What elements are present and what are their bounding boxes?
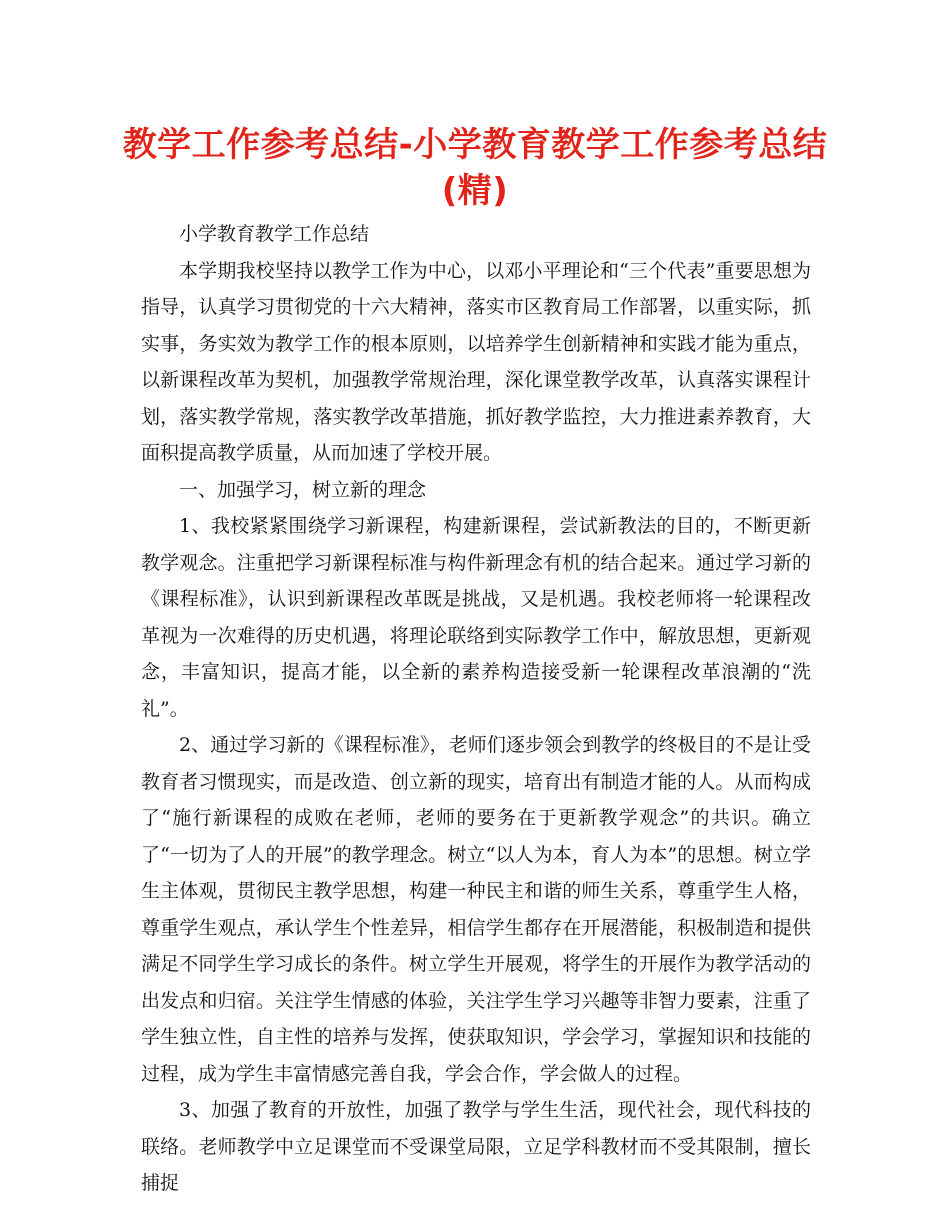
section-heading: 一、加强学习，树立新的理念	[179, 478, 427, 501]
document-body	[141, 216, 811, 1202]
intro-paragraph: 本学期我校坚持以教学工作为中心，以邓小平理论和“三个代表”重要思想为指导，认真学习贯彻党的十六大精神，落实市区教育局工作部署，以重实际，抓实事，务实效为教学工作的根本原则，以培养学生创新精神和实践才能为重点，以新课程改革为契机，加强教学常规治理，深化课堂教学改革，认真落实课程计划，落实教学常规，落实教学改革措施，抓好教学监控，大力推进素养教育，大面积提高教学质量，从而加速了学校开展。	[141, 259, 811, 464]
body-paragraph: 3、加强了教育的开放性，加强了教学与学生生活，现代社会，现代科技的联络。老师教学中立足课堂而不受课堂局限，立足学科教材而不受其限制，擅长捕捉	[141, 1099, 811, 1194]
subheading-paragraph: 小学教育教学工作总结	[179, 223, 370, 245]
document-title	[120, 122, 830, 214]
title-line-1: 教学工作参考总结-小学教育教学工作参考总结	[122, 125, 828, 165]
body-paragraph: 2、通过学习新的《课程标准》，老师们逐步领会到教学的终极目的不是让受教育者习惯现实，而是改造、创立新的现实，培育出有制造才能的人。从而构成了“施行新课程的成败在老师，老师的要务在于更新教学观念”的共识。确立了“一切为了人的开展”的教学理念。树立“以人为本，育人为本”的思想。树立学生主体观，贯彻民主教学思想，构建一种民主和谐的师生关系，尊重学生人格，尊重学生观点，承认学生个性差异，相信学生都存在开展潜能，积极制造和提供满足不同学生学习成长的条件。树立学生开展观，将学生的开展作为教学活动的出发点和归宿。关注学生情感的体验，关注学生学习兴趣等非智力要素，注重了学生独立性，自主性的培养与发挥，使获取知识，学会学习，掌握知识和技能的过程，成为学生丰富情感完善自我，学会合作，学会做人的过程。	[141, 734, 811, 1085]
body-paragraph: 1、我校紧紧围绕学习新课程，构建新课程，尝试新教法的目的，不断更新教学观念。注重把学习新课程标准与构件新理念有机的结合起来。通过学习新的《课程标准》，认识到新课程改革既是挑战，又是机遇。我校老师将一轮课程改革视为一次难得的历史机遇，将理论联络到实际教学工作中，解放思想，更新观念，丰富知识，提高才能，以全新的素养构造接受新一轮课程改革浪潮的“洗礼”。	[141, 515, 811, 720]
title-line-2: (精)	[441, 171, 509, 211]
